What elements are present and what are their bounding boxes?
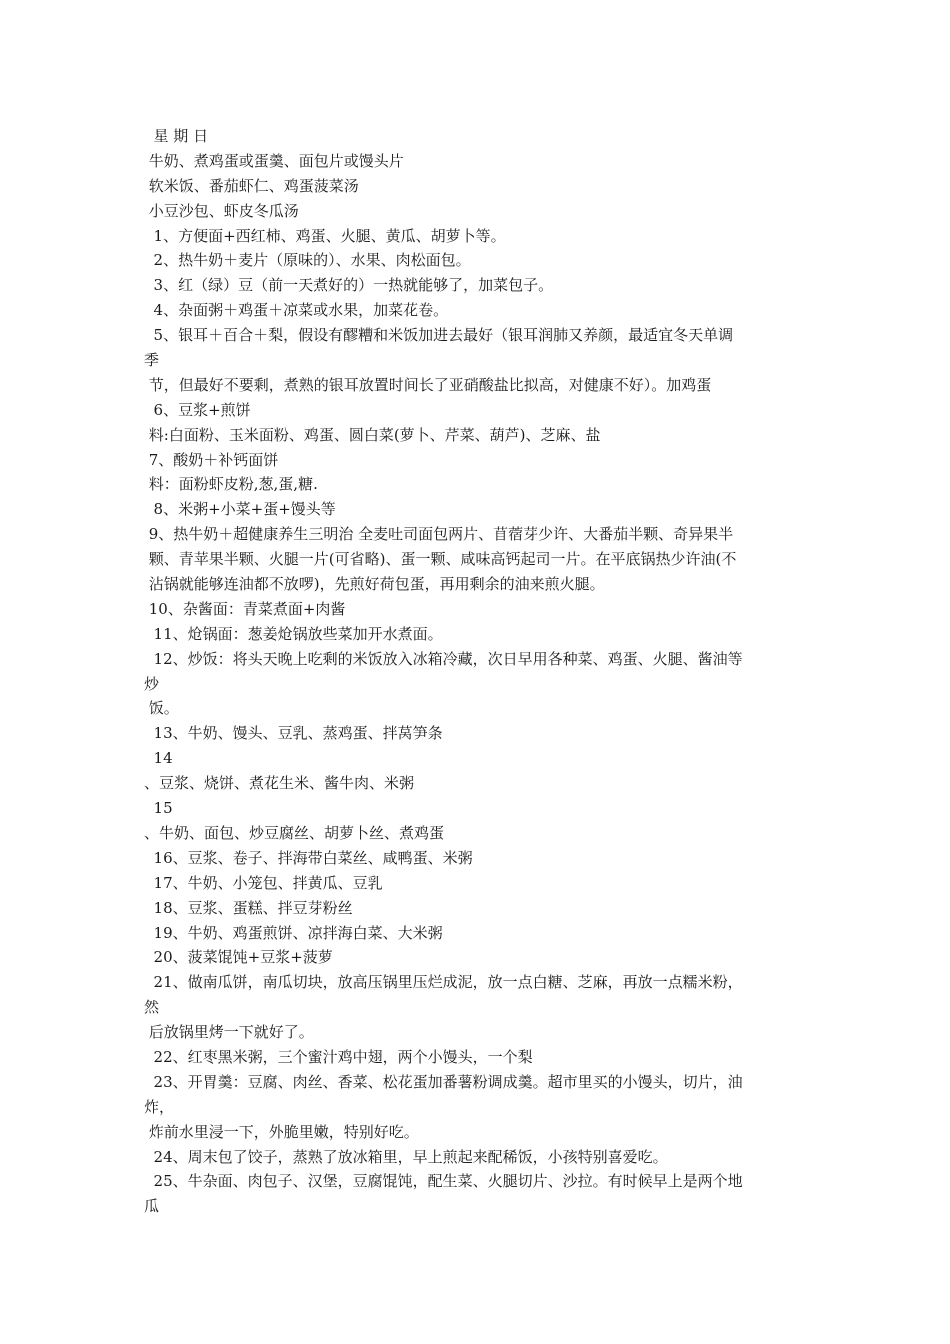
text-line: 23、开胃羹：豆腐、肉丝、香菜、松花蛋加番薯粉调成羹。超市里买的小馒头，切片，油 [144,1072,743,1091]
text-line: 软米饭、番茄虾仁、鸡蛋菠菜汤 [144,176,359,195]
text-line: 炒 [144,674,160,693]
text-line: 、豆浆、烧饼、煮花生米、酱牛肉、米粥 [144,774,415,793]
text-line: 3、红（绿）豆（前一天煮好的）一热就能够了，加菜包子。 [144,276,554,295]
text-line: 然 [144,998,160,1017]
text-line: 料：面粉虾皮粉,葱,蛋,糖. [144,475,318,494]
text-line: 炸， [144,1097,175,1116]
text-line: 2、热牛奶＋麦片（原味的）、水果、肉松面包。 [144,251,471,270]
text-line: 6、豆浆+煎饼 [144,400,251,419]
text-line: 15 [144,799,173,818]
text-line: 4、杂面粥＋鸡蛋＋凉菜或水果，加菜花卷。 [144,301,449,320]
text-line: 10、杂酱面：青菜煮面+肉酱 [144,599,346,618]
text-line: 后放锅里烤一下就好了。 [144,1023,314,1042]
text-line: 16、豆浆、卷子、拌海带白菜丝、咸鸭蛋、米粥 [144,848,473,867]
text-line: 炸前水里浸一下，外脆里嫩，特别好吃。 [144,1122,419,1141]
text-line: 11、炝锅面：葱姜炝锅放些菜加开水煮面。 [144,624,443,643]
text-line: 节，但最好不要剩，煮熟的银耳放置时间长了亚硝酸盐比拟高，对健康不好）。加鸡蛋 [144,375,712,394]
text-line: 18、豆浆、蛋糕、拌豆芽粉丝 [144,898,353,917]
text-line: 季 [144,351,160,370]
text-line: 17、牛奶、小笼包、拌黄瓜、豆乳 [144,873,383,892]
text-line: 7、酸奶＋补钙面饼 [144,450,279,469]
text-line: 、牛奶、面包、炒豆腐丝、胡萝卜丝、煮鸡蛋 [144,823,445,842]
text-line: 20、菠菜馄饨+豆浆+菠萝 [144,948,333,967]
text-line: 12、炒饭：将头天晚上吃剩的米饭放入冰箱冷藏，次日早用各种菜、鸡蛋、火腿、酱油等 [144,649,743,668]
text-line: 沾锅就能够连油都不放啰)，先煎好荷包蛋，再用剩余的油来煎火腿。 [144,575,605,594]
text-line: 24、周末包了饺子，蒸熟了放冰箱里，早上煎起来配稀饭，小孩特别喜爱吃。 [144,1147,668,1166]
text-line: 颗、青苹果半颗、火腿一片(可省略)、蛋一颗、咸味高钙起司一片。在平底锅热少许油(不 [144,550,737,569]
text-line: 饭。 [144,699,179,718]
text-line: 22、红枣黑米粥，三个蜜汁鸡中翅，两个小馒头，一个梨 [144,1047,533,1066]
text-line: 21、做南瓜饼，南瓜切块，放高压锅里压烂成泥，放一点白糖、芝麻，再放一点糯米粉， [144,973,743,992]
text-line: 牛奶、煮鸡蛋或蛋羹、面包片或馒头片 [144,151,404,170]
text-line: 星 期 日 [144,127,209,145]
text-line: 小豆沙包、虾皮冬瓜汤 [144,201,299,220]
text-line: 25、牛杂面、肉包子、汉堡，豆腐馄饨，配生菜、火腿切片、沙拉。有时候早上是两个地 [144,1172,743,1191]
text-line: 料:白面粉、玉米面粉、鸡蛋、圆白菜(萝卜、芹菜、葫芦)、芝麻、盐 [144,425,601,444]
text-line: 9、热牛奶＋超健康养生三明治 全麦吐司面包两片、苜蓿芽少许、大番茄半颗、奇异果半 [144,525,734,544]
text-line: 1、方便面+西红柿、鸡蛋、火腿、黄瓜、胡萝卜等。 [144,226,506,245]
document-body [144,124,824,1219]
text-line: 瓜 [144,1197,160,1216]
text-line: 19、牛奶、鸡蛋煎饼、凉拌海白菜、大米粥 [144,923,443,942]
text-line: 8、米粥+小菜+蛋+馒头等 [144,500,336,519]
text-line: 13、牛奶、馒头、豆乳、蒸鸡蛋、拌莴笋条 [144,724,443,743]
text-line: 14 [144,749,173,768]
text-line: 5、银耳＋百合＋梨，假设有醪糟和米饭加进去最好（银耳润肺又养颜，最适宜冬天单调 [144,326,734,345]
